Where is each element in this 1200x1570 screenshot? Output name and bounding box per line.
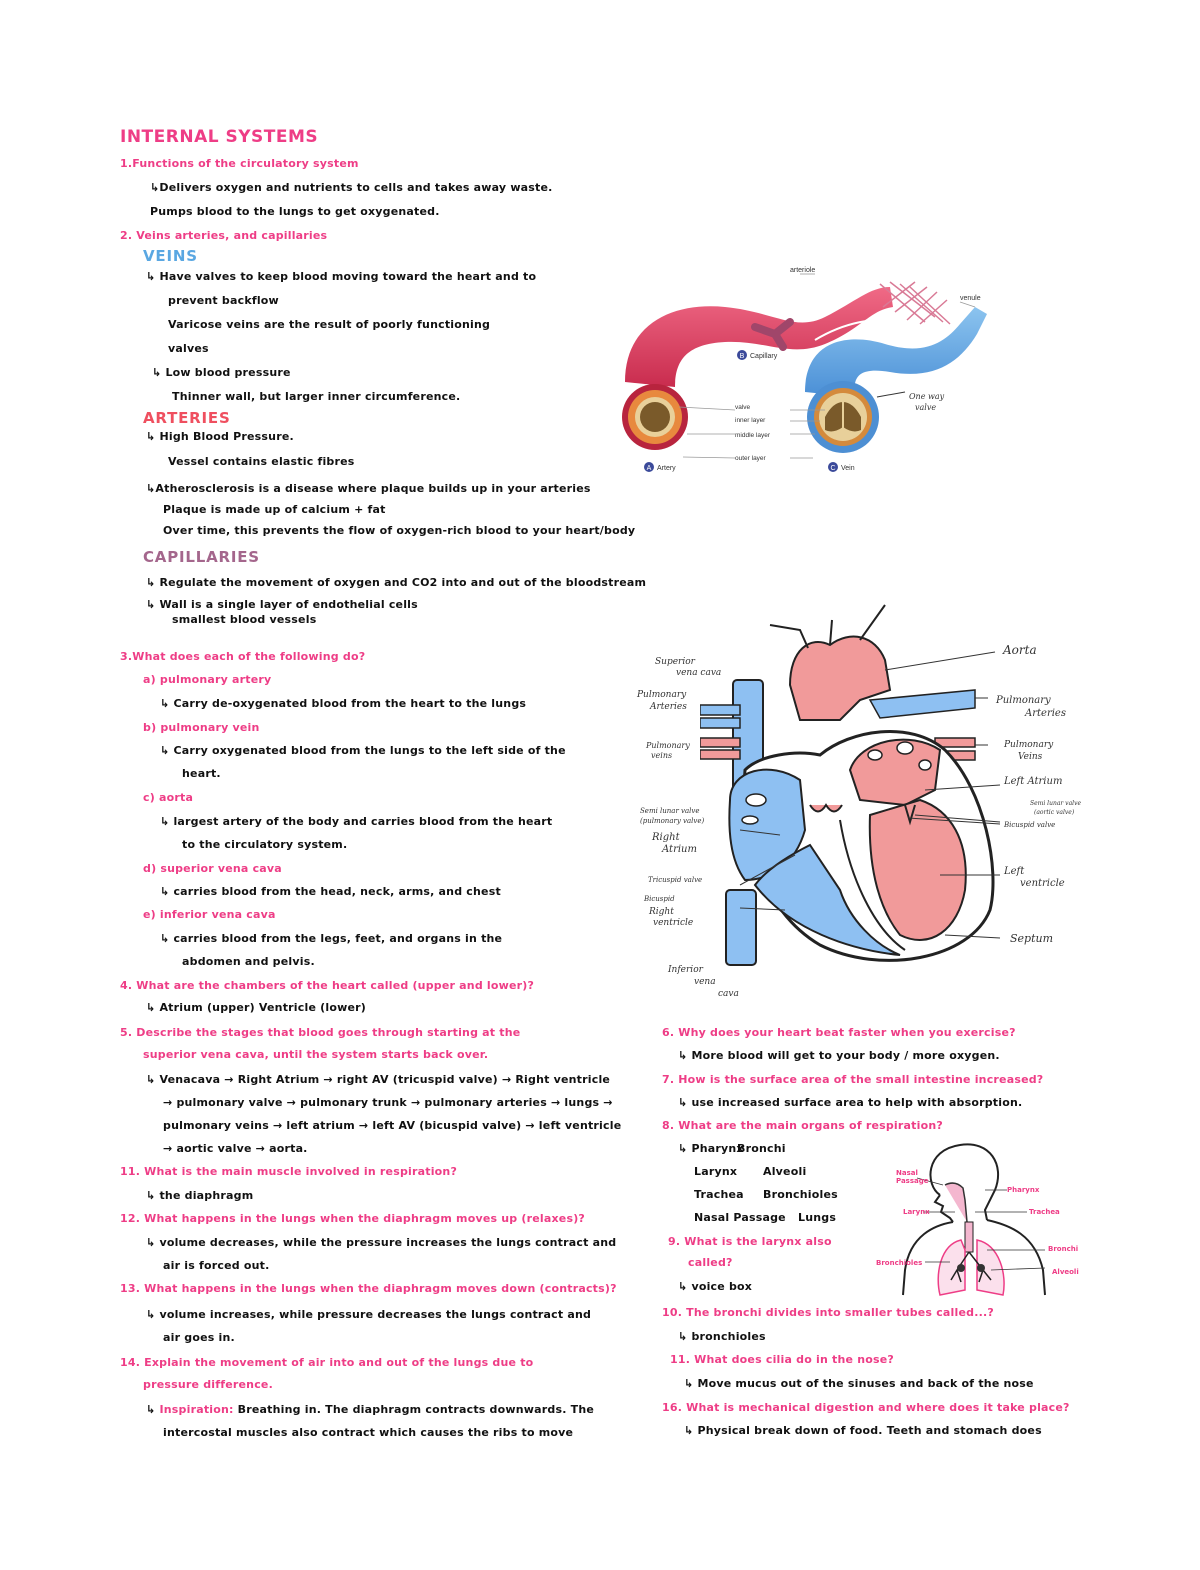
q3-e-label: e) inferior vena cava — [143, 908, 276, 921]
right-ventricle-label-2: ventricle — [653, 918, 694, 928]
q6-question: 6. Why does your heart beat faster when you exercise? — [662, 1026, 1016, 1039]
pulmonary-arteries-right-label-2: Arteries — [1025, 708, 1066, 719]
heart-diagram — [700, 590, 1010, 990]
veins-heading: VEINS — [143, 247, 198, 265]
artery-lumen — [640, 402, 670, 432]
q3-b-answer-2: heart. — [182, 767, 221, 780]
aorta-label: Aorta — [1003, 643, 1037, 657]
q3-e-answer-2: abdomen and pelvis. — [182, 955, 315, 968]
inferior-vena-cava-label-1: Inferior — [668, 965, 703, 975]
page-title: INTERNAL SYSTEMS — [120, 127, 319, 147]
q3-a-answer: ↳ Carry de-oxygenated blood from the heart to the lungs — [160, 697, 527, 710]
veins-line-6: Thinner wall, but larger inner circumference. — [172, 390, 461, 403]
q3-b-label: b) pulmonary vein — [143, 721, 260, 734]
q8-organ-4: Alveoli — [763, 1165, 807, 1178]
q5-line-3: pulmonary veins → left atrium → left AV (bicuspid valve) → left ventricle — [163, 1119, 622, 1132]
q11-answer: ↳ the diaphragm — [146, 1189, 254, 1202]
q8-organ-3: Larynx — [694, 1165, 738, 1178]
veins-line-1: ↳ Have valves to keep blood moving toward the heart and to — [146, 270, 537, 283]
left-ventricle-label-2: ventricle — [1020, 878, 1065, 889]
inferior-vena-cava-label-3: cava — [718, 989, 739, 999]
venule-label: venule — [960, 295, 981, 302]
capillaries-heading: CAPILLARIES — [143, 548, 260, 566]
right-ventricle-label-1: Right — [649, 907, 674, 917]
q11b-answer: ↳ Move mucus out of the sinuses and back of the nose — [684, 1377, 1034, 1390]
superior-vena-cava-label-1: Superior — [655, 657, 695, 667]
arteries-heading: ARTERIES — [143, 409, 231, 427]
q11b-question: 11. What does cilia do in the nose? — [670, 1353, 894, 1366]
q3-c-answer-2: to the circulatory system. — [182, 838, 348, 851]
semilunar-aortic-label-1: Semi lunar valve — [1030, 800, 1082, 807]
vein-label: Vein — [841, 465, 855, 472]
capillaries-line-1: ↳ Regulate the movement of oxygen and CO2 into and out of the bloodstream — [146, 576, 647, 589]
q1-question: 1.Functions of the circulatory system — [120, 157, 359, 170]
right-atrium-label-1: Right — [652, 832, 680, 843]
left-ventricle-label-1: Left — [1004, 866, 1025, 877]
q5-line-4: → aortic valve → aorta. — [163, 1142, 308, 1155]
semilunar-pulmonary-label-1: Semi lunar valve — [640, 807, 700, 815]
arteries-line-1: ↳ High Blood Pressure. — [146, 430, 294, 443]
q10-question: 10. The bronchi divides into smaller tubes called...? — [662, 1306, 994, 1319]
inferior-vena-cava-label-2: vena — [694, 977, 716, 987]
left-atrium-label: Left Atrium — [1004, 776, 1063, 787]
q7-answer: ↳ use increased surface area to help with absorption. — [678, 1096, 1023, 1109]
q2-question: 2. Veins arteries, and capillaries — [120, 229, 328, 242]
q12-question: 12. What happens in the lungs when the diaphragm moves up (relaxes)? — [120, 1212, 586, 1225]
right-atrium-label-2: Atrium — [662, 844, 697, 855]
q8-organ-5: Trachea — [694, 1188, 744, 1201]
inferior-vena-cava — [726, 890, 756, 965]
bronchioles-label: Bronchioles — [876, 1259, 923, 1267]
q8-organ-7: Nasal Passage — [694, 1211, 786, 1224]
q8-organ-8: Lungs — [798, 1211, 837, 1224]
superior-vena-cava-label-2: vena cava — [676, 668, 722, 678]
q3-d-label: d) superior vena cava — [143, 862, 282, 875]
arteriole-label: arteriole — [790, 267, 816, 274]
q11-question: 11. What is the main muscle involved in respiration? — [120, 1165, 458, 1178]
veins-line-2: prevent backflow — [168, 294, 279, 307]
pharynx-label: Pharynx — [1007, 1186, 1040, 1194]
q5-question-1: 5. Describe the stages that blood goes through starting at the — [120, 1026, 521, 1039]
pulmonary-veins-right-label-2: Veins — [1018, 752, 1043, 762]
q9-question-2: called? — [688, 1256, 733, 1269]
septum-label: Septum — [1010, 932, 1054, 945]
q14-question-1: 14. Explain the movement of air into and out of the lungs due to — [120, 1356, 534, 1369]
pulmonary-arteries-right-label-1: Pulmonary — [996, 695, 1051, 706]
badge-b-label: B — [739, 353, 745, 360]
q13-question: 13. What happens in the lungs when the diaphragm moves down (contracts)? — [120, 1282, 617, 1295]
q8-organ-1: ↳ Pharynx — [678, 1142, 744, 1155]
one-way-valve-label: One way — [909, 392, 945, 401]
q3-c-answer-1: ↳ largest artery of the body and carries blood from the heart — [160, 815, 553, 828]
q8-question: 8. What are the main organs of respiration? — [662, 1119, 943, 1132]
capillary-label: Capillary — [750, 353, 778, 360]
tricuspid-label-1: Tricuspid valve — [648, 876, 703, 884]
q10-answer: ↳ bronchioles — [678, 1330, 766, 1343]
q8-organ-6: Bronchioles — [763, 1188, 838, 1201]
q9-question-1: 9. What is the larynx also — [668, 1235, 832, 1248]
q13-line-2: air goes in. — [163, 1331, 235, 1344]
q8-organ-2: Bronchi — [737, 1142, 786, 1155]
pulmonary-veins-right-label-1: Pulmonary — [1004, 740, 1054, 750]
q4-question: 4. What are the chambers of the heart called (upper and lower)? — [120, 979, 535, 992]
q13-line-1: ↳ volume increases, while pressure decreases the lungs contract and — [146, 1308, 592, 1321]
q14-question-2: pressure difference. — [143, 1378, 273, 1391]
pulmonary-arteries-left-label-2: Arteries — [650, 702, 687, 712]
larynx-label: Larynx — [903, 1208, 930, 1216]
arteries-line-2: Vessel contains elastic fibres — [168, 455, 355, 468]
q5-question-2: superior vena cava, until the system starts back over. — [143, 1048, 489, 1061]
arteries-line-5: Over time, this prevents the flow of oxygen-rich blood to your heart/body — [163, 524, 636, 537]
trachea — [965, 1222, 973, 1252]
q6-answer: ↳ More blood will get to your body / more oxygen. — [678, 1049, 1000, 1062]
q5-line-2: → pulmonary valve → pulmonary trunk → pulmonary arteries → lungs → — [163, 1096, 613, 1109]
middle-layer-label: middle layer — [735, 432, 771, 439]
trachea-label: Trachea — [1029, 1208, 1060, 1216]
semilunar-aortic-label-2: (aortic valve) — [1034, 809, 1075, 816]
q12-line-2: air is forced out. — [163, 1259, 270, 1272]
q1-answer-2: Pumps blood to the lungs to get oxygenated. — [150, 205, 440, 218]
q12-line-1: ↳ volume decreases, while the pressure increases the lungs contract and — [146, 1236, 617, 1249]
capillaries-line-2: ↳ Wall is a single layer of endothelial cells — [146, 598, 418, 611]
q3-c-label: c) aorta — [143, 791, 194, 804]
passage-label: Passage — [896, 1177, 929, 1185]
badge-a-label: A — [646, 465, 652, 472]
q3-d-answer: ↳ carries blood from the head, neck, arms, and chest — [160, 885, 501, 898]
tricuspid-label-2: Bicuspid — [644, 895, 675, 903]
respiratory-diagram — [895, 1140, 1060, 1300]
pulmonary-veins-left-label-1: Pulmonary — [646, 741, 690, 750]
arteries-line-3: ↳Atherosclerosis is a disease where plaque builds up in your arteries — [146, 482, 591, 495]
q9-answer: ↳ voice box — [678, 1280, 753, 1293]
q3-e-answer-1: ↳ carries blood from the legs, feet, and organs in the — [160, 932, 503, 945]
alveoli-label: Alveoli — [1052, 1268, 1079, 1276]
veins-line-5: ↳ Low blood pressure — [152, 366, 291, 379]
q14-line-1: ↳ Inspiration: Breathing in. The diaphragm contracts downwards. The — [146, 1403, 595, 1416]
nasal-label: Nasal — [896, 1169, 918, 1177]
pulmonary-arteries-left-label-1: Pulmonary — [637, 690, 687, 700]
badge-c-label: C — [830, 465, 836, 472]
veins-line-4: valves — [168, 342, 209, 355]
q16-answer: ↳ Physical break down of food. Teeth and stomach does — [684, 1424, 1042, 1437]
pulmonary-artery-right — [870, 690, 975, 718]
artery-label: Artery — [657, 465, 676, 472]
valve-label: valve — [735, 404, 751, 411]
capillaries-line-3: smallest blood vessels — [172, 613, 317, 626]
inspiration-label: Inspiration: — [159, 1403, 234, 1416]
q4-answer: ↳ Atrium (upper) Ventricle (lower) — [146, 1001, 366, 1014]
outer-layer-label: outer layer — [735, 455, 766, 462]
one-way-valve-label-2: valve — [915, 403, 937, 412]
q16-question: 16. What is mechanical digestion and where does it take place? — [662, 1401, 1070, 1414]
bronchi-label: Bronchi — [1048, 1245, 1079, 1253]
blood-vessel-diagram — [615, 262, 1035, 482]
q3-question: 3.What does each of the following do? — [120, 650, 366, 663]
veins-line-3: Varicose veins are the result of poorly functioning — [168, 318, 491, 331]
semilunar-pulmonary-label-2: (pulmonary valve) — [640, 817, 705, 825]
q3-a-label: a) pulmonary artery — [143, 673, 272, 686]
inner-layer-label: inner layer — [735, 417, 766, 424]
arteries-line-4: Plaque is made up of calcium + fat — [163, 503, 386, 516]
q5-line-1: ↳ Venacava → Right Atrium → right AV (tricuspid valve) → Right ventricle — [146, 1073, 611, 1086]
q1-answer-1: ↳Delivers oxygen and nutrients to cells and takes away waste. — [150, 181, 553, 194]
pulmonary-veins-left-label-2: veins — [651, 751, 673, 760]
q14-line-2: intercostal muscles also contract which causes the ribs to move — [163, 1426, 574, 1439]
q7-question: 7. How is the surface area of the small intestine increased? — [662, 1073, 1044, 1086]
bicuspid-label: Bicuspid valve — [1004, 821, 1056, 829]
q3-b-answer-1: ↳ Carry oxygenated blood from the lungs to the left side of the — [160, 744, 566, 757]
